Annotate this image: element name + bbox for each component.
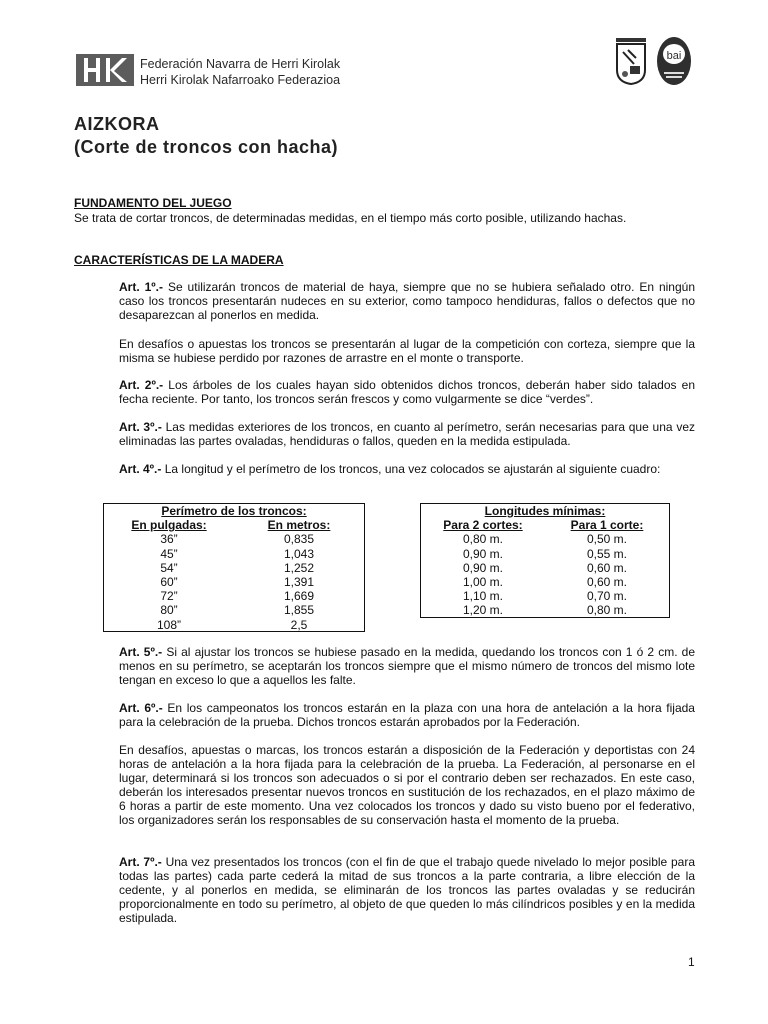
- table-cell: 45”: [160, 546, 178, 561]
- table-cell: 0,60 m.: [586, 560, 628, 575]
- table-cell: 60”: [160, 575, 178, 590]
- article-5-label: Art. 5º.-: [119, 645, 163, 659]
- table-cell: 1,669: [283, 589, 315, 604]
- article-2-label: Art. 2º.-: [119, 378, 164, 392]
- title-subtitle: (Corte de troncos con hacha): [74, 137, 339, 157]
- table-row: [104, 575, 364, 589]
- longitud-table-caption: Longitudes mínimas:: [484, 504, 606, 518]
- table-cell: 54”: [160, 560, 178, 575]
- table-cell: 0,80 m.: [462, 532, 504, 547]
- table-cell: 0,50 m.: [586, 532, 628, 547]
- table-cell: 2,5: [290, 617, 308, 632]
- article-1-paragraph-2: En desafíos o apuestas los troncos se presentarán al lugar de la competición con corteza, siempre que la misma se hubiese perdido por razones de arrastre en el monte o transporte.: [119, 337, 695, 365]
- article-5-text: Si al ajustar los troncos se hubiese pasado en la medida, quedando los troncos con 1 ó 2 cm. de menos en su perímetro, se aceptarán los troncos siempre que el mismo número de troncos del mismo lote tengan en exceso lo que a aquellos les falte.: [119, 645, 696, 687]
- table-cell: 36”: [160, 532, 178, 547]
- table-cell: 1,391: [283, 575, 315, 590]
- article-4-text: La longitud y el perímetro de los troncos, una vez colocados se ajustarán al siguiente cuadro:: [161, 462, 661, 476]
- article-4-label: Art. 4º.-: [119, 462, 162, 476]
- table-row: [104, 532, 364, 546]
- table-cell: 1,20 m.: [462, 603, 504, 618]
- table-row: [421, 532, 669, 546]
- perimetro-col-pulgadas: En pulgadas:: [131, 518, 207, 533]
- article-7-label: Art. 7º.-: [119, 855, 162, 869]
- table-row: [421, 603, 669, 617]
- table-row: [104, 603, 364, 617]
- table-row: [421, 561, 669, 575]
- perimetro-table: [103, 503, 365, 632]
- table-row: [104, 618, 364, 632]
- article-6: [119, 701, 695, 729]
- article-7: [119, 855, 695, 925]
- article-1-label: Art. 1º.-: [119, 280, 163, 294]
- table-row: [421, 547, 669, 561]
- table-row: [104, 561, 364, 575]
- table-cell: 0,90 m.: [462, 546, 504, 561]
- hk-logo: [76, 54, 134, 86]
- federation-name-eu: Herri Kirolak Nafarroako Federazioa: [140, 73, 341, 87]
- perimetro-table-caption: Perímetro de los troncos:: [161, 504, 307, 518]
- article-1-text: Se utilizarán troncos de material de haya, siempre que no se hubiera señalado otro. En ningún caso los troncos presentarán nudeces en su exterior, como tampoco hendiduras, fallos o defectos que no desaparezcan al ponerlos en medida.: [119, 280, 695, 322]
- section-heading-caracteristicas: CARACTERÍSTICAS DE LA MADERA: [74, 253, 284, 267]
- article-6-paragraph-2: En desafíos, apuestas o marcas, los troncos estarán a disposición de la Federación y deportistas con 24 horas de antelación a la hora fijada para la celebración de la prueba. La Federación, al personarse en el lugar, determinará si los troncos son adecuados o si por el contrario deben ser rechazados. En este caso, deberán los interesados presentar nuevos troncos en sustitución de los rechazados, en el plazo máximo de 6 horas a partir de este momento. Una vez colocados los troncos y dado su visto bueno por el federativo, los organizadores serán los responsables de su conservación hasta el momento de la prueba.: [119, 743, 695, 827]
- bai-logo: [656, 36, 692, 86]
- table-cell: 0,80 m.: [586, 603, 628, 618]
- article-6-text: En los campeonatos los troncos estarán en la plaza con una hora de antelación a la hora fijada para la celebración de la prueba. Dichos troncos estarán aprobados por la Federación.: [119, 701, 695, 729]
- table-cell: 0,90 m.: [462, 560, 504, 575]
- table-cell: 108”: [156, 617, 182, 632]
- table-cell: 0,55 m.: [586, 546, 628, 561]
- title-main: AIZKORA: [74, 114, 160, 134]
- navarra-seal-logo: [614, 34, 648, 86]
- section-heading-fundamento: FUNDAMENTO DEL JUEGO: [74, 196, 232, 210]
- longitud-col-1-corte: Para 1 corte:: [570, 518, 644, 533]
- article-3-label: Art. 3º.-: [119, 420, 162, 434]
- table-cell: 1,00 m.: [462, 575, 504, 590]
- longitud-col-2-cortes: Para 2 cortes:: [443, 518, 523, 533]
- table-cell: 1,855: [283, 603, 315, 618]
- table-row: [421, 575, 669, 589]
- article-5: [119, 645, 695, 687]
- fundamento-text: Se trata de cortar troncos, de determinadas medidas, en el tiempo más corto posible, utilizando hachas.: [74, 211, 627, 225]
- perimetro-col-metros: En metros:: [267, 518, 331, 533]
- article-2: [119, 378, 695, 406]
- table-row: [104, 547, 364, 561]
- table-cell: 0,835: [283, 532, 315, 547]
- table-row: [421, 589, 669, 603]
- article-4: [119, 462, 695, 476]
- page-number: 1: [688, 955, 695, 969]
- document-title: [74, 113, 338, 159]
- table-cell: 80”: [160, 603, 178, 618]
- table-cell: 0,60 m.: [586, 575, 628, 590]
- longitud-table-header: [421, 518, 669, 532]
- article-7-text: Una vez presentados los troncos (con el fin de que el trabajo quede nivelado lo mejor posible para todas las partes) cada parte cederá la mitad de sus troncos a la parte contraria, a libre elección de la cedente, y al ponerlos en medida, se eliminarán de los troncos las partes ovaladas y se reducirán proporcionalmente en todo su perímetro, al objeto de que queden lo más cilíndricos posibles y en la medida estipulada.: [119, 855, 696, 925]
- perimetro-table-header: [104, 518, 364, 532]
- table-cell: 1,252: [283, 560, 315, 575]
- table-cell: 0,70 m.: [586, 589, 628, 604]
- table-cell: 72”: [160, 589, 178, 604]
- article-6-label: Art. 6º.-: [119, 701, 163, 715]
- article-2-text: Los árboles de los cuales hayan sido obtenidos dichos troncos, deberán haber sido talados en fecha reciente. Por tanto, los troncos serán frescos y como vulgarmente se dice “verdes”.: [119, 378, 695, 406]
- table-cell: 1,10 m.: [462, 589, 504, 604]
- article-3: [119, 420, 695, 448]
- longitud-table: [420, 503, 670, 618]
- federation-name: [140, 56, 340, 88]
- federation-name-es: Federación Navarra de Herri Kirolak: [140, 57, 341, 71]
- table-row: [104, 589, 364, 603]
- table-cell: 1,043: [283, 546, 315, 561]
- svg-text:bai: bai: [666, 50, 682, 62]
- article-1: [119, 280, 695, 322]
- article-3-text: Las medidas exteriores de los troncos, en cuanto al perímetro, serán necesarias para que una vez eliminadas las partes ovaladas, hendiduras o fallos, queden en la medida estipulada.: [119, 420, 696, 448]
